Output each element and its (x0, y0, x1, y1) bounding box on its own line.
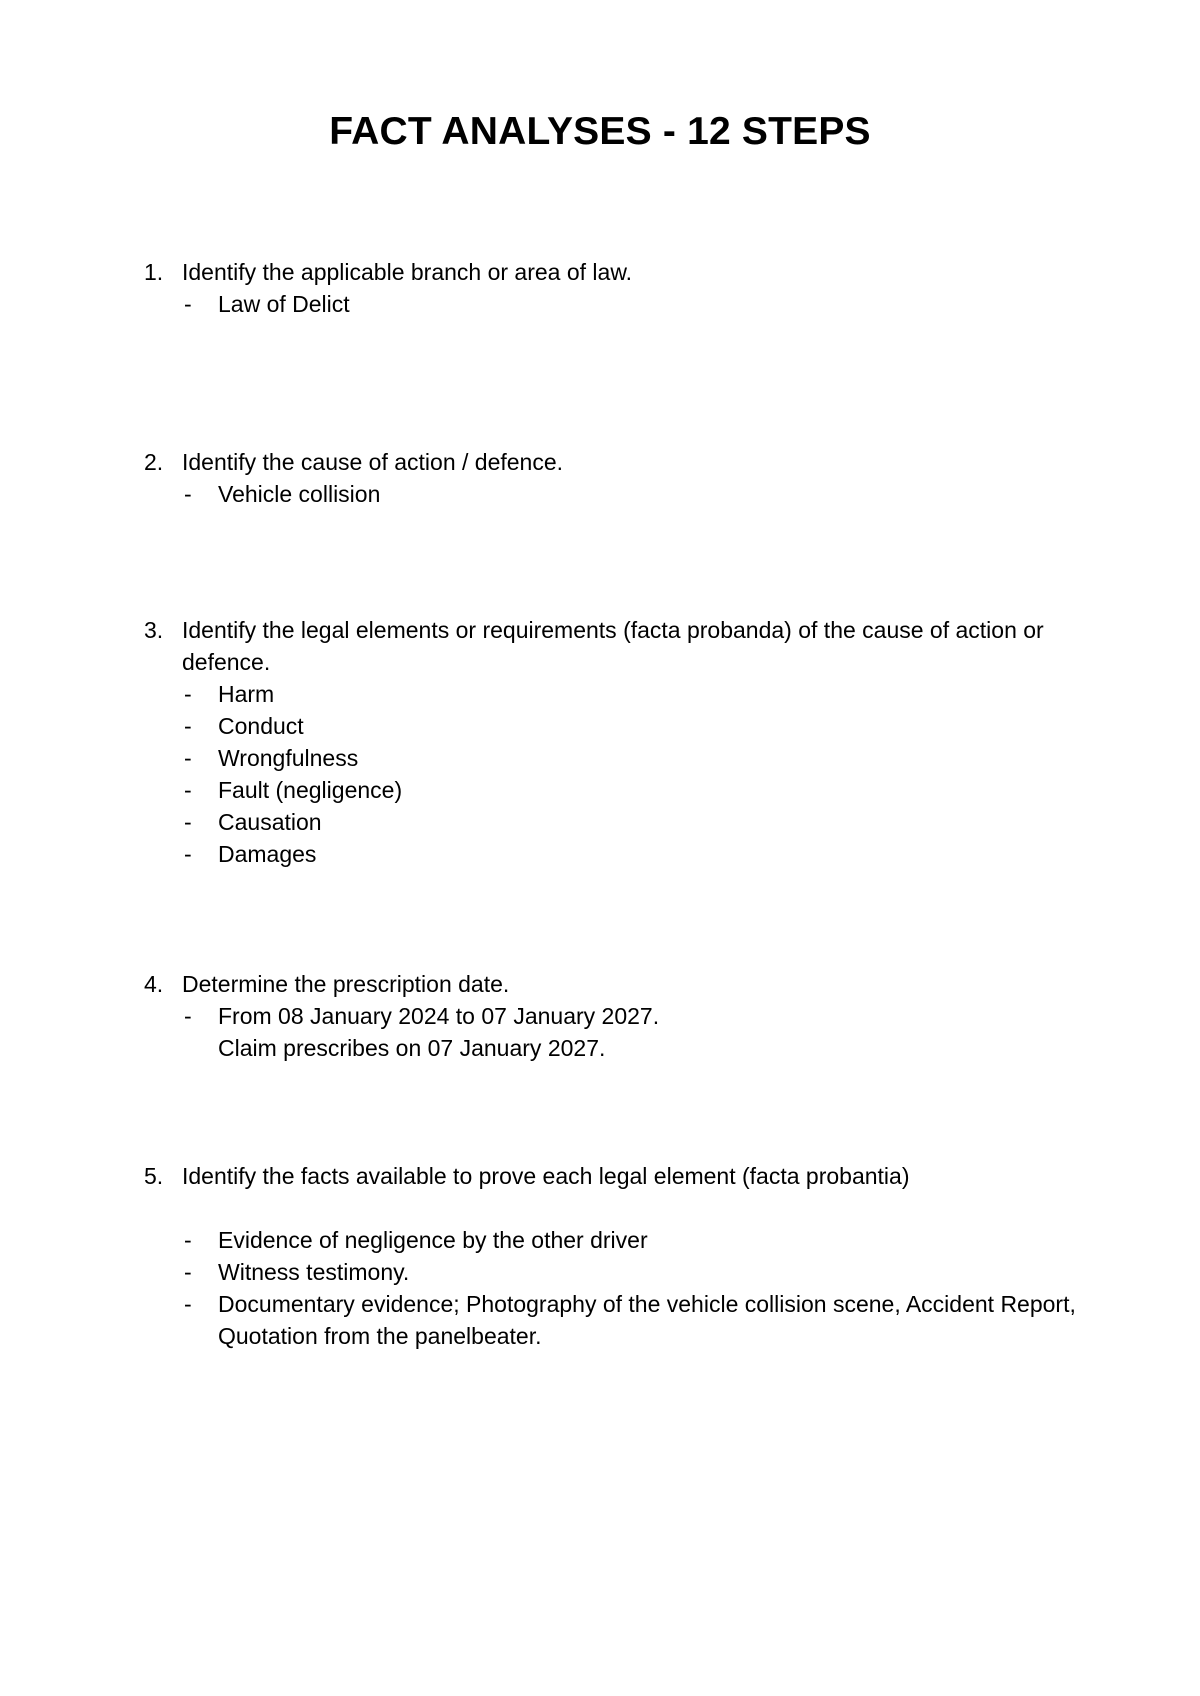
step-3 (0, 614, 1200, 870)
step-5 (0, 1160, 1200, 1352)
bullet-text: Wrongfulness (218, 745, 359, 771)
dash-marker: - (184, 841, 192, 867)
bullet-list (0, 288, 1200, 320)
step-heading (0, 968, 1200, 1000)
bullet-text-continued: Claim prescribes on 07 January 2027. (218, 1035, 606, 1061)
bullet-list (0, 478, 1200, 510)
step-heading (0, 256, 1200, 288)
bullet-text: Conduct (218, 713, 304, 739)
bullet-text: Causation (218, 809, 322, 835)
list-item (0, 678, 1200, 710)
step-2 (0, 446, 1200, 510)
step-number: 4. (144, 971, 164, 997)
step-heading-text: Identify the facts available to prove each legal element (facta probantia) (182, 1163, 910, 1189)
dash-marker: - (184, 777, 192, 803)
list-item (0, 742, 1200, 774)
spacer (0, 1192, 1200, 1224)
step-number: 5. (144, 1163, 164, 1189)
list-item (0, 710, 1200, 742)
step-heading-text: Determine the prescription date. (182, 971, 510, 997)
bullet-list (0, 1224, 1200, 1352)
list-item (0, 1224, 1200, 1256)
step-heading (0, 1160, 1200, 1192)
step-number: 1. (144, 259, 164, 285)
dash-marker: - (184, 291, 192, 317)
step-heading-text: Identify the cause of action / defence. (182, 449, 564, 475)
bullet-text: From 08 January 2024 to 07 January 2027. (218, 1003, 660, 1029)
bullet-text: Documentary evidence; Photography of the vehicle collision scene, Accident Report, Quotation from the panelbeater. (218, 1291, 1076, 1349)
list-item (0, 288, 1200, 320)
bullet-list (0, 678, 1200, 870)
list-item (0, 774, 1200, 806)
bullet-text: Fault (negligence) (218, 777, 403, 803)
list-item (0, 838, 1200, 870)
dash-marker: - (184, 1291, 192, 1317)
dash-marker: - (184, 1227, 192, 1253)
list-item (0, 1288, 1200, 1352)
dash-marker: - (184, 481, 192, 507)
dash-marker: - (184, 1003, 192, 1029)
step-heading (0, 446, 1200, 478)
bullet-text: Damages (218, 841, 317, 867)
bullet-text: Harm (218, 681, 275, 707)
list-item (0, 1000, 1200, 1064)
step-number: 3. (144, 617, 164, 643)
dash-marker: - (184, 745, 192, 771)
dash-marker: - (184, 681, 192, 707)
step-1 (0, 256, 1200, 320)
dash-marker: - (184, 713, 192, 739)
step-4 (0, 968, 1200, 1064)
bullet-text: Evidence of negligence by the other driver (218, 1227, 648, 1253)
list-item (0, 478, 1200, 510)
bullet-text: Witness testimony. (218, 1259, 410, 1285)
step-number: 2. (144, 449, 164, 475)
dash-marker: - (184, 1259, 192, 1285)
page-title: FACT ANALYSES - 12 STEPS (329, 110, 871, 153)
list-item (0, 1256, 1200, 1288)
dash-marker: - (184, 809, 192, 835)
step-heading (0, 614, 1200, 678)
step-heading-text: Identify the applicable branch or area of law. (182, 259, 633, 285)
bullet-text: Law of Delict (218, 291, 350, 317)
bullet-text: Vehicle collision (218, 481, 381, 507)
list-item (0, 806, 1200, 838)
step-heading-text: Identify the legal elements or requirements (facta probanda) of the cause of action or defence. (182, 617, 1044, 675)
bullet-list (0, 1000, 1200, 1064)
